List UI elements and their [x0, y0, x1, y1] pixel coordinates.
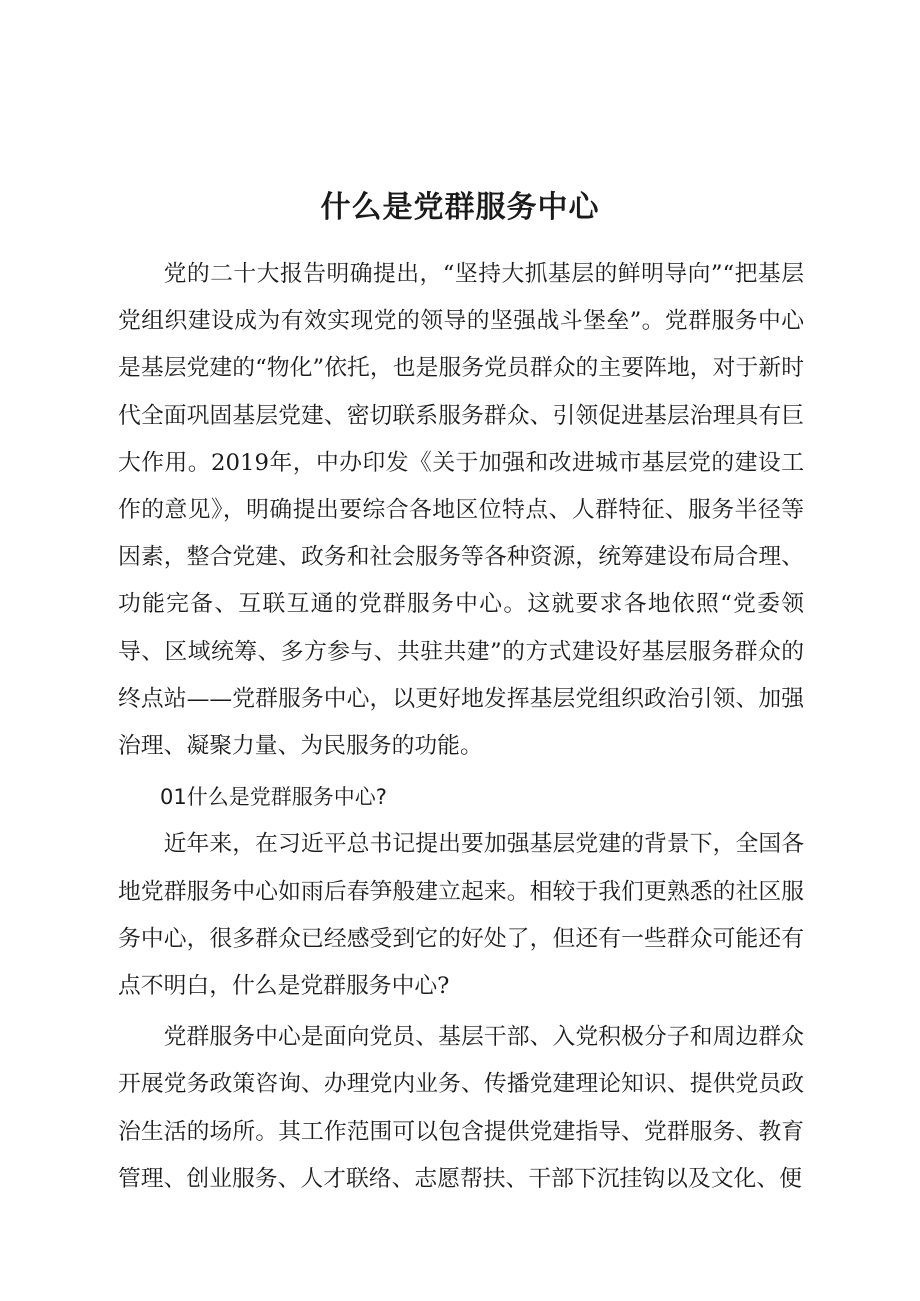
paragraph-background: 近年来，在习近平总书记提出要加强基层党建的背景下，全国各地党群服务中心如雨后春笋般建立起来。相较于我们更熟悉的社区服务中心，很多群众已经感受到它的好处了，但还有一些群众可能还有点不明白，什么是党群服务中心?	[118, 831, 804, 1000]
paragraph-definition: 党群服务中心是面向党员、基层干部、入党积极分子和周边群众开展党务政策咨询、办理党内业务、传播党建理论知识、提供党员政治生活的场所。其工作范围可以包含提供党建指导、党群服务、教育管理、创业服务、人才联络、志愿帮扶、干部下沉挂钩以及文化、便	[118, 1024, 804, 1192]
paragraph-intro: 党的二十大报告明确提出，“坚持大抓基层的鲜明导向”“把基层党组织建设成为有效实现党的领导的坚强战斗堡垒”。党群服务中心是基层党建的“物化”依托，也是服务党员群众的主要阵地，对于新时代全面巩固基层党建、密切联系服务群众、引领促进基层治理具有巨大作用。2019年，中办印发《关于加强和改进城市基层党的建设工作的意见》，明确提出要综合各地区位特点、人群特征、服务半径等因素，整合党建、政务和社会服务等各种资源，统筹建设布局合理、功能完备、互联互通的党群服务中心。这就要求各地依照“党委领导、区域统筹、多方参与、共驻共建”的方式建设好基层服务群众的终点站——党群服务中心，以更好地发挥基层党组织政治引领、加强治理、凝聚力量、为民服务的功能。	[118, 261, 804, 760]
document-body	[118, 251, 804, 1203]
document-title: 什么是党群服务中心	[320, 190, 600, 225]
section-heading: 01什么是党群服务中心?	[160, 785, 387, 810]
